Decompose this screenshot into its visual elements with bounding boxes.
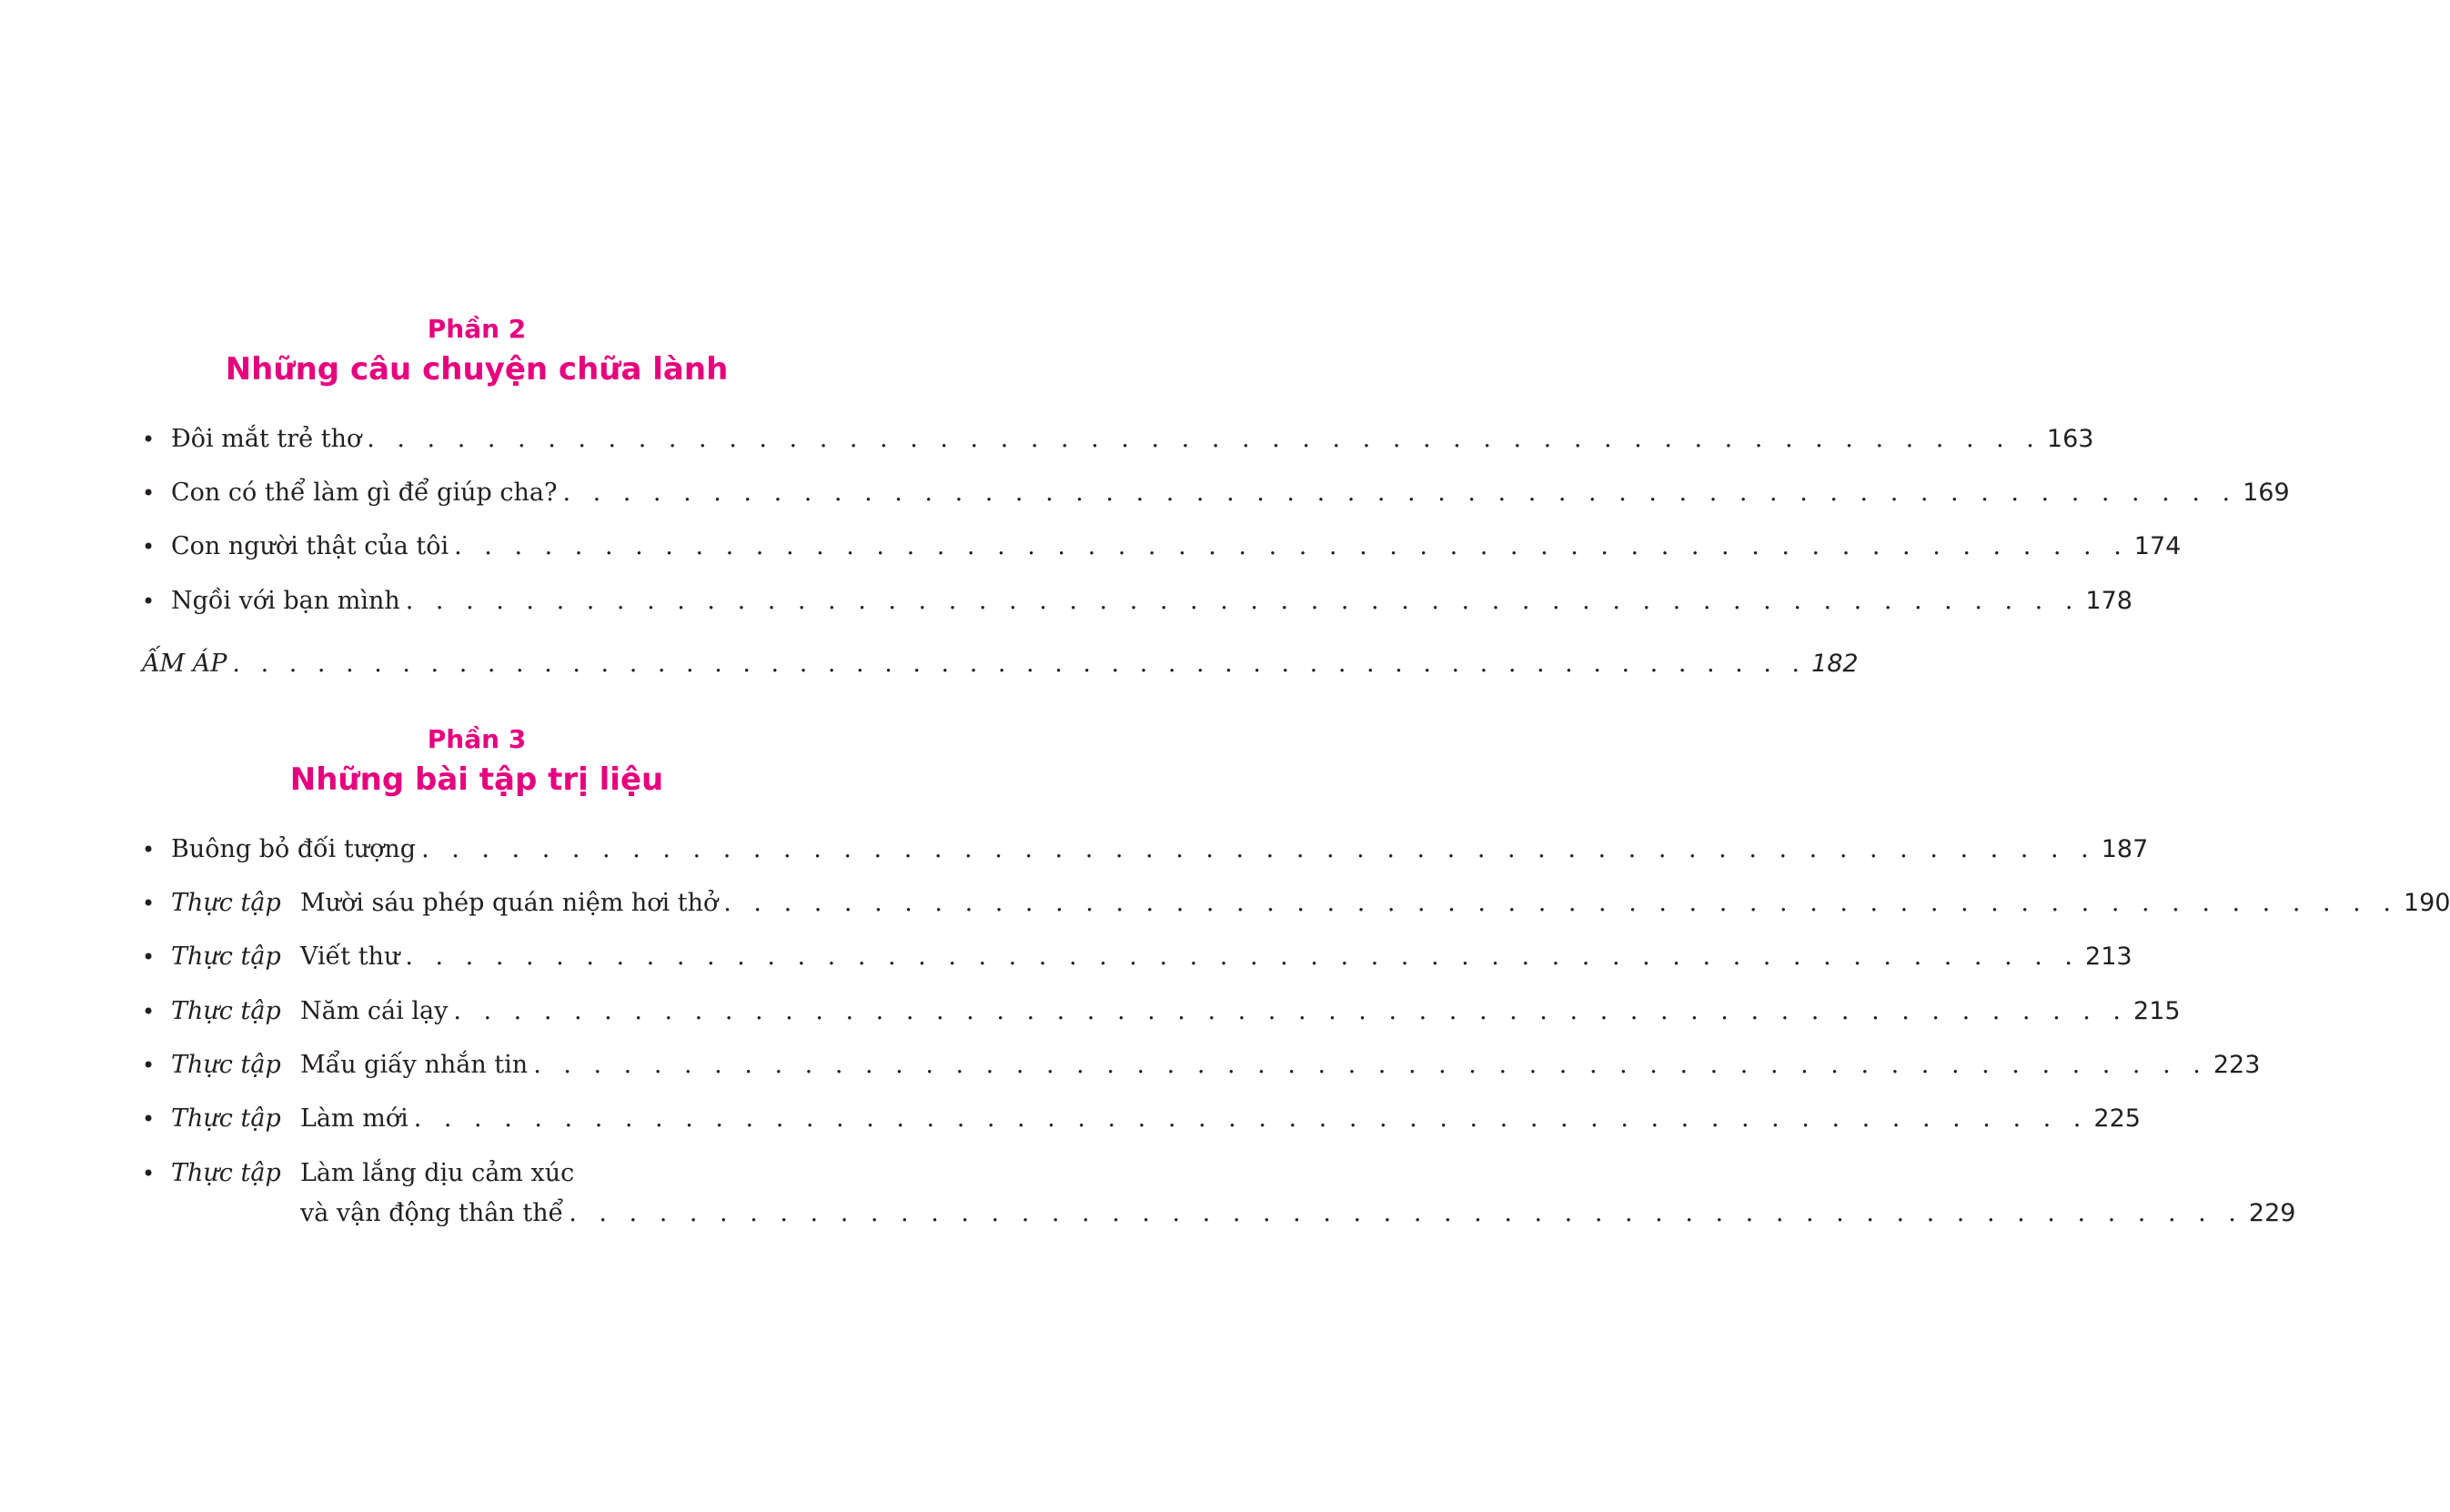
entry-prefix: Thực tập	[171, 1104, 281, 1133]
toc-entry[interactable]	[142, 993, 2181, 1030]
part2-label: Phần 2	[427, 314, 527, 344]
page-number: 223	[2213, 1051, 2261, 1079]
bullet: •	[142, 534, 156, 559]
bullet: •	[142, 891, 156, 916]
page-number: 163	[2046, 425, 2094, 453]
entry-prefix: Thực tập	[171, 942, 281, 971]
page-number: 213	[2085, 942, 2132, 971]
entry-prefix: Thực tập	[171, 997, 281, 1025]
entry-title: Năm cái lạy	[300, 997, 449, 1025]
dot-leader: . . . . . . . . . . . . . . . . . . . . . . . . . . . . . . . . . . . . . . . . . . . . . . . . . . . . . . . .	[405, 942, 2081, 971]
page-number: 215	[2133, 997, 2181, 1025]
page-number: 187	[2101, 835, 2149, 863]
toc-entry[interactable]	[142, 529, 2182, 565]
entry-title: Mười sáu phép quán niệm hơi thở	[300, 889, 719, 917]
dot-leader: . . . . . . . . . . . . . . . . . . . . . . . . . . . . . . . . . . . . . . . . . . . . . . . . . . . . . . . .	[232, 650, 1807, 678]
entry-title: Buông bỏ đối tượng	[171, 835, 417, 863]
bullet: •	[142, 1161, 156, 1186]
dot-leader: . . . . . . . . . . . . . . . . . . . . . . . . . . . . . . . . . . . . . . . . . . . . . . . . . . . . . . . .	[413, 1104, 2089, 1133]
entry-title: Con có thể làm gì để giúp cha?	[171, 479, 558, 507]
bullet: •	[142, 1053, 156, 1078]
dot-leader: . . . . . . . . . . . . . . . . . . . . . . . . . . . . . . . . . . . . . . . . . . . . . . . . . . . . . . . .	[454, 532, 2129, 560]
entry-prefix: Thực tập	[171, 1159, 281, 1187]
dot-leader: . . . . . . . . . . . . . . . . . . . . . . . . . . . . . . . . . . . . . . . . . . . . . . . . . . . . . . . .	[405, 587, 2081, 615]
toc-entry[interactable]	[142, 1155, 811, 1192]
page-number: 190	[2403, 889, 2450, 917]
dot-leader: . . . . . . . . . . . . . . . . . . . . . . . . . . . . . . . . . . . . . . . . . . . . . . . . . . . . . . . .	[723, 889, 2398, 917]
toc-entry[interactable]	[142, 1101, 2141, 1137]
bullet: •	[142, 999, 156, 1024]
entry-title: Con người thật của tôi	[171, 532, 449, 560]
entry-title: Ngồi với bạn mình	[171, 587, 400, 615]
entry-title: Làm mới	[300, 1104, 408, 1133]
page-number: 225	[2093, 1104, 2141, 1133]
page-number: 229	[2248, 1199, 2296, 1227]
toc-entry[interactable]	[142, 939, 2132, 975]
entry-title-line2: và vận động thân thể	[300, 1199, 564, 1227]
part3-label: Phần 3	[427, 724, 527, 754]
toc-entry[interactable]	[142, 832, 2149, 868]
part3-title: Những bài tập trị liệu	[289, 761, 664, 798]
entry-title: Mẩu giấy nhắn tin	[300, 1051, 529, 1079]
page-number: 178	[2085, 587, 2132, 615]
toc-entry[interactable]	[142, 583, 2132, 620]
bullet: •	[142, 1106, 156, 1132]
toc-entry[interactable]	[142, 421, 2094, 458]
toc-entry-continuation[interactable]	[300, 1195, 2296, 1232]
part2-title: Những câu chuyện chữa lành	[225, 351, 729, 388]
toc-entry[interactable]	[142, 1047, 2261, 1084]
dot-leader: . . . . . . . . . . . . . . . . . . . . . . . . . . . . . . . . . . . . . . . . . . . . . . . . . . . . . . . .	[533, 1051, 2208, 1079]
dot-leader: . . . . . . . . . . . . . . . . . . . . . . . . . . . . . . . . . . . . . . . . . . . . . . . . . . . . . . . .	[569, 1199, 2243, 1227]
dot-leader: . . . . . . . . . . . . . . . . . . . . . . . . . . . . . . . . . . . . . . . . . . . . . . . . . . . . . . . .	[562, 479, 2238, 507]
dot-leader: . . . . . . . . . . . . . . . . . . . . . . . . . . . . . . . . . . . . . . . . . . . . . . . . . . . . . . . .	[453, 997, 2129, 1025]
entry-title: Đôi mắt trẻ thơ	[171, 425, 362, 453]
bullet: •	[142, 837, 156, 862]
page-number: 182	[1811, 650, 1859, 678]
bullet: •	[142, 480, 156, 506]
section-title: ẤM ÁP	[142, 650, 227, 678]
page-number: 174	[2133, 532, 2182, 560]
toc-entry[interactable]	[142, 475, 2290, 511]
toc-section-entry[interactable]	[142, 646, 1859, 682]
bullet: •	[142, 427, 156, 452]
entry-title: Viết thư	[300, 942, 400, 971]
bullet: •	[142, 944, 156, 970]
page-number: 169	[2243, 479, 2290, 507]
bullet: •	[142, 589, 156, 614]
entry-prefix: Thực tập	[171, 1051, 281, 1079]
toc-entry[interactable]	[142, 885, 2450, 922]
entry-title: Làm lắng dịu cảm xúc	[300, 1159, 575, 1187]
dot-leader: . . . . . . . . . . . . . . . . . . . . . . . . . . . . . . . . . . . . . . . . . . . . . . . . . . . . . . . .	[367, 425, 2042, 453]
entry-prefix: Thực tập	[171, 889, 281, 917]
dot-leader: . . . . . . . . . . . . . . . . . . . . . . . . . . . . . . . . . . . . . . . . . . . . . . . . . . . . . . . .	[421, 835, 2096, 863]
